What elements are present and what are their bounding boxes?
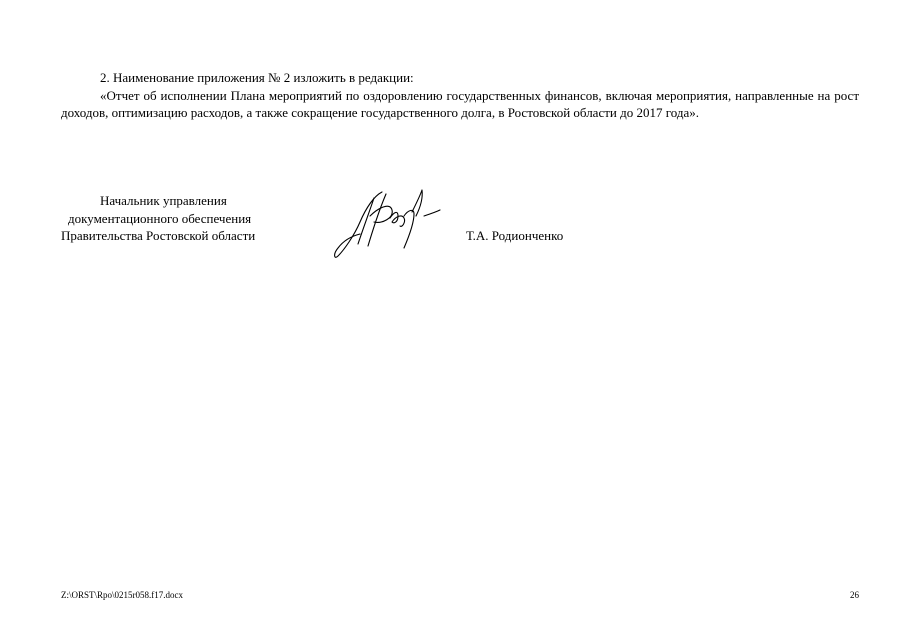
signatory-position [61, 192, 301, 245]
position-line: документационного обеспечения [68, 210, 252, 226]
position-line: Правительства Ростовской области [61, 228, 256, 243]
signatory-name: Т.А. Родионченко [466, 228, 564, 243]
paragraph-new-title: «Отчет об исполнении Плана мероприятий по оздоровлению государственных финансов, включая мероприятия, направленные на рост доходов, оптимизацию расходов, а также сокращение государственного долга, в Ростовской области до 2017 года». [61, 87, 859, 120]
handwritten-signature [330, 186, 445, 264]
page-number: 26 [850, 590, 859, 600]
position-line: Начальник управления [100, 193, 227, 208]
footer-file-path: Z:\ORST\Rpo\0215r058.f17.docx [61, 590, 183, 600]
document-body [61, 69, 859, 122]
paragraph-amendment: 2. Наименование приложения № 2 изложить в редакции: [100, 70, 414, 85]
